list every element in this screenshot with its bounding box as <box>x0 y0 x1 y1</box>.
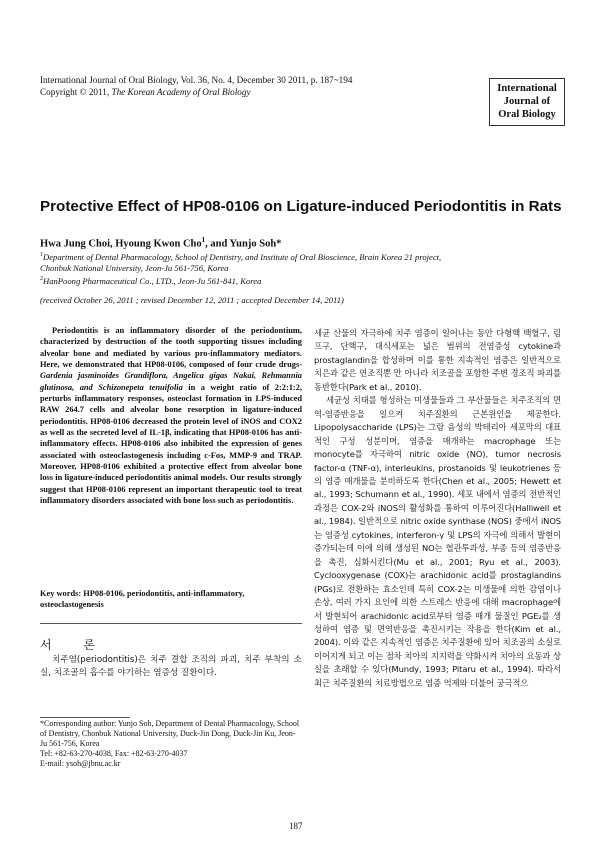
footnote-divider <box>40 717 130 718</box>
abstract-part-a: Periodontitis is an inflammatory disorder of the periodontium, characterized by destruction of the tooth supporting tissues including alveolar bone and mediated by various pro-inflammatory mediators. Here, we demonstrated that HP08-0106, composed of four crude drugs- <box>40 326 302 370</box>
right-column-body <box>314 327 561 690</box>
right-paragraph-1: 세균 산물의 자극하에 치주 염증이 일어나는 동안 다형핵 백혈구, 림프구, 단핵구, 대식세포는 넓은 범위의 전염증성 cytokine과 prostaglandin을 합성하며 이를 통한 지속적인 염증은 일반적으로 치은과 같은 연조직뿐 만 아니라 치조골을 포함한 주변 경조직 파괴를 동반한다(Park et al., 2010). <box>314 328 561 392</box>
affiliation-2 <box>40 274 570 287</box>
intro-heading: 서 론 <box>40 638 109 652</box>
section-divider <box>40 623 302 624</box>
footnote-line-2: Tel: +82-63-270-4038, Fax: +82-63-270-4037 <box>40 749 188 758</box>
corresponding-author-footnote <box>40 719 302 769</box>
page-number: 187 <box>289 821 303 831</box>
journal-citation <box>40 74 440 98</box>
footnote-line-1: *Corresponding author: Yunjo Soh, Department of Dental Pharmacology, School of Dentistry, Chonbuk National University, Duck-Jin Dong, Duck-Jin Ku, Jeon-Ju 561-756, Korea <box>40 719 300 748</box>
affiliation-1 <box>40 250 570 263</box>
received-dates: (received October 26, 2011 ; revised December 12, 2011 ; accepted December 14, 2011) <box>40 295 344 305</box>
article-title: Protective Effect of HP08-0106 on Ligature-induced Periodontitis in Rats <box>40 198 562 215</box>
keywords: Key words: HP08-0106, periodontitis, anti-inflammatory, osteoclastogenesis <box>40 589 245 610</box>
footnote-line-3: E-mail: ysoh@jbnu.ac.kr <box>40 759 121 768</box>
affiliations <box>40 250 570 287</box>
copyright-holder: The Korean Academy of Oral Biology <box>111 87 251 97</box>
journal-box-line-2: Journal of <box>503 96 551 107</box>
abstract-part-c: in a weight ratio of 2:2:1:2, perturbs inflammatory responses, osteoclast formation in LPS-induced RAW 264.7 cells and alveolar bone resorption in ligature-induced periodontitis. HP08-0106 decreased the protein level of iNOS and COX2 as well as the secreted level of IL-1β, indicating that HP08-0106 has anti-inflammatory effects. HP08-0106 also inhibited the expression of genes associated with osteoclastogenesis including c-Fos, MMP-9 and TRAP. Moreover, HP08-0106 exhibited a protective effect from alveolar bone loss in ligature-induced periodontitis animal models. Our results strongly suggest that HP08-0106 represent an important therapeutic tool to treat inflammatory disorders associated with bone loss such as periodontitis. <box>40 382 302 506</box>
affil-1-line-1: Department of Dental Pharmacology, School of Dentistry, and Institute of Oral Bioscience, Brain Korea 21 project, <box>43 251 442 262</box>
author-affil-sup: 1 <box>201 236 206 244</box>
right-paragraph-2: 세균성 치태를 형성하는 미생물들과 그 부산물들은 치주조직의 면역-염증반응을 일으켜 치주질환의 근본원인을 제공한다. Lipopolysaccharide (LPS)는 그람 음성의 박테리아 세포막의 대표적인 구성 성분이며, 염증을 매개하는 macrophage 또는 monocyte를 자극하여 nitric oxide (NO), tumor necrosis factor-α (TNF-α), interleukins, prostanoids 및 leukotrienes 등의 염증 매개물을 분비하도록 한다(Chen et al., 2005; Hewett et al., 1993; Schumann et al., 1990). 세포 내에서 염증의 전반적인 과정은 COX-2와 iNOS의 활성화를 통하여 이루어진다(Halliwell et al., 1984). 일반적으로 nitric oxide synthase (NOS) 중에서 iNOS는 염증성 cytokines, interferon-γ 및 LPS의 자극에 의해서 발현이 증가되는데 이에 의해 생성된 NO는 혈관투과성, 부종 등의 염증반응을 촉진, 심화시킨다(Mu et al., 2001; Ryu et al., 2003). Cyclooxygenase (COX)는 arachidonic acid를 prostaglandins (PGs)로 전환하는 효소인데 특히 COX-2는 미생물에 의한 감염이나 손상, 여러 가지 요인에 의한 스트레스 반응에 대해 macrophage에서 발현되어 arachidonic acid로부터 염증 매개 물질인 PGE₂를 생성하여 염증 및 면역반응을 촉진시키는 작용을 한다(Kim et al., 2004). 이와 같은 지속적인 염증은 치주질환에 있어 치조골의 소실로 이어지게 되고 이는 점차 치아의 지지력을 약화시켜 치아의 요동과 상실을 초래할 수 있다(Mundy, 1993; Pitaru et al., 1994). 따라서 최근 치주질환의 치료방법으로 염증 억제와 더불어 궁극적으 <box>314 395 561 688</box>
journal-box-line-3: Oral Biology <box>498 109 556 120</box>
journal-name-box <box>489 78 565 126</box>
citation-line: International Journal of Oral Biology, Vol. 36, No. 4, December 30 2011, p. 187~194 <box>40 75 353 85</box>
author-list <box>40 236 281 250</box>
affil-2-text: HanPoong Pharmaceutical Co., LTD., Jeon-Ju 561-841, Korea <box>43 275 262 286</box>
intro-text: 치주염(periodontitis)은 치주 결합 조직의 파괴, 치주 부착의 소실, 치조골의 흡수를 야기하는 염증성 질환이다. <box>40 655 302 679</box>
authors-main: Hwa Jung Choi, Hyoung Kwon Cho <box>40 238 202 250</box>
abstract-species: Gardenia jasminoides Grandiflora, Angelica gigas Nakai, Rehmannia glutinosa, and Schizonepeta tenuifolia <box>40 371 302 392</box>
affil-2-sup: 2 <box>40 275 43 282</box>
copyright-line <box>40 86 440 98</box>
affil-1-line-2: Chonbuk National University, Jeon-Ju 561-756, Korea <box>40 262 229 273</box>
authors-end: , and Yunjo Soh* <box>205 238 282 250</box>
copyright-prefix: Copyright © 2011, <box>40 87 110 97</box>
journal-box-line-1: International <box>497 83 557 94</box>
affil-1-sup: 1 <box>40 252 43 258</box>
abstract <box>40 325 302 507</box>
